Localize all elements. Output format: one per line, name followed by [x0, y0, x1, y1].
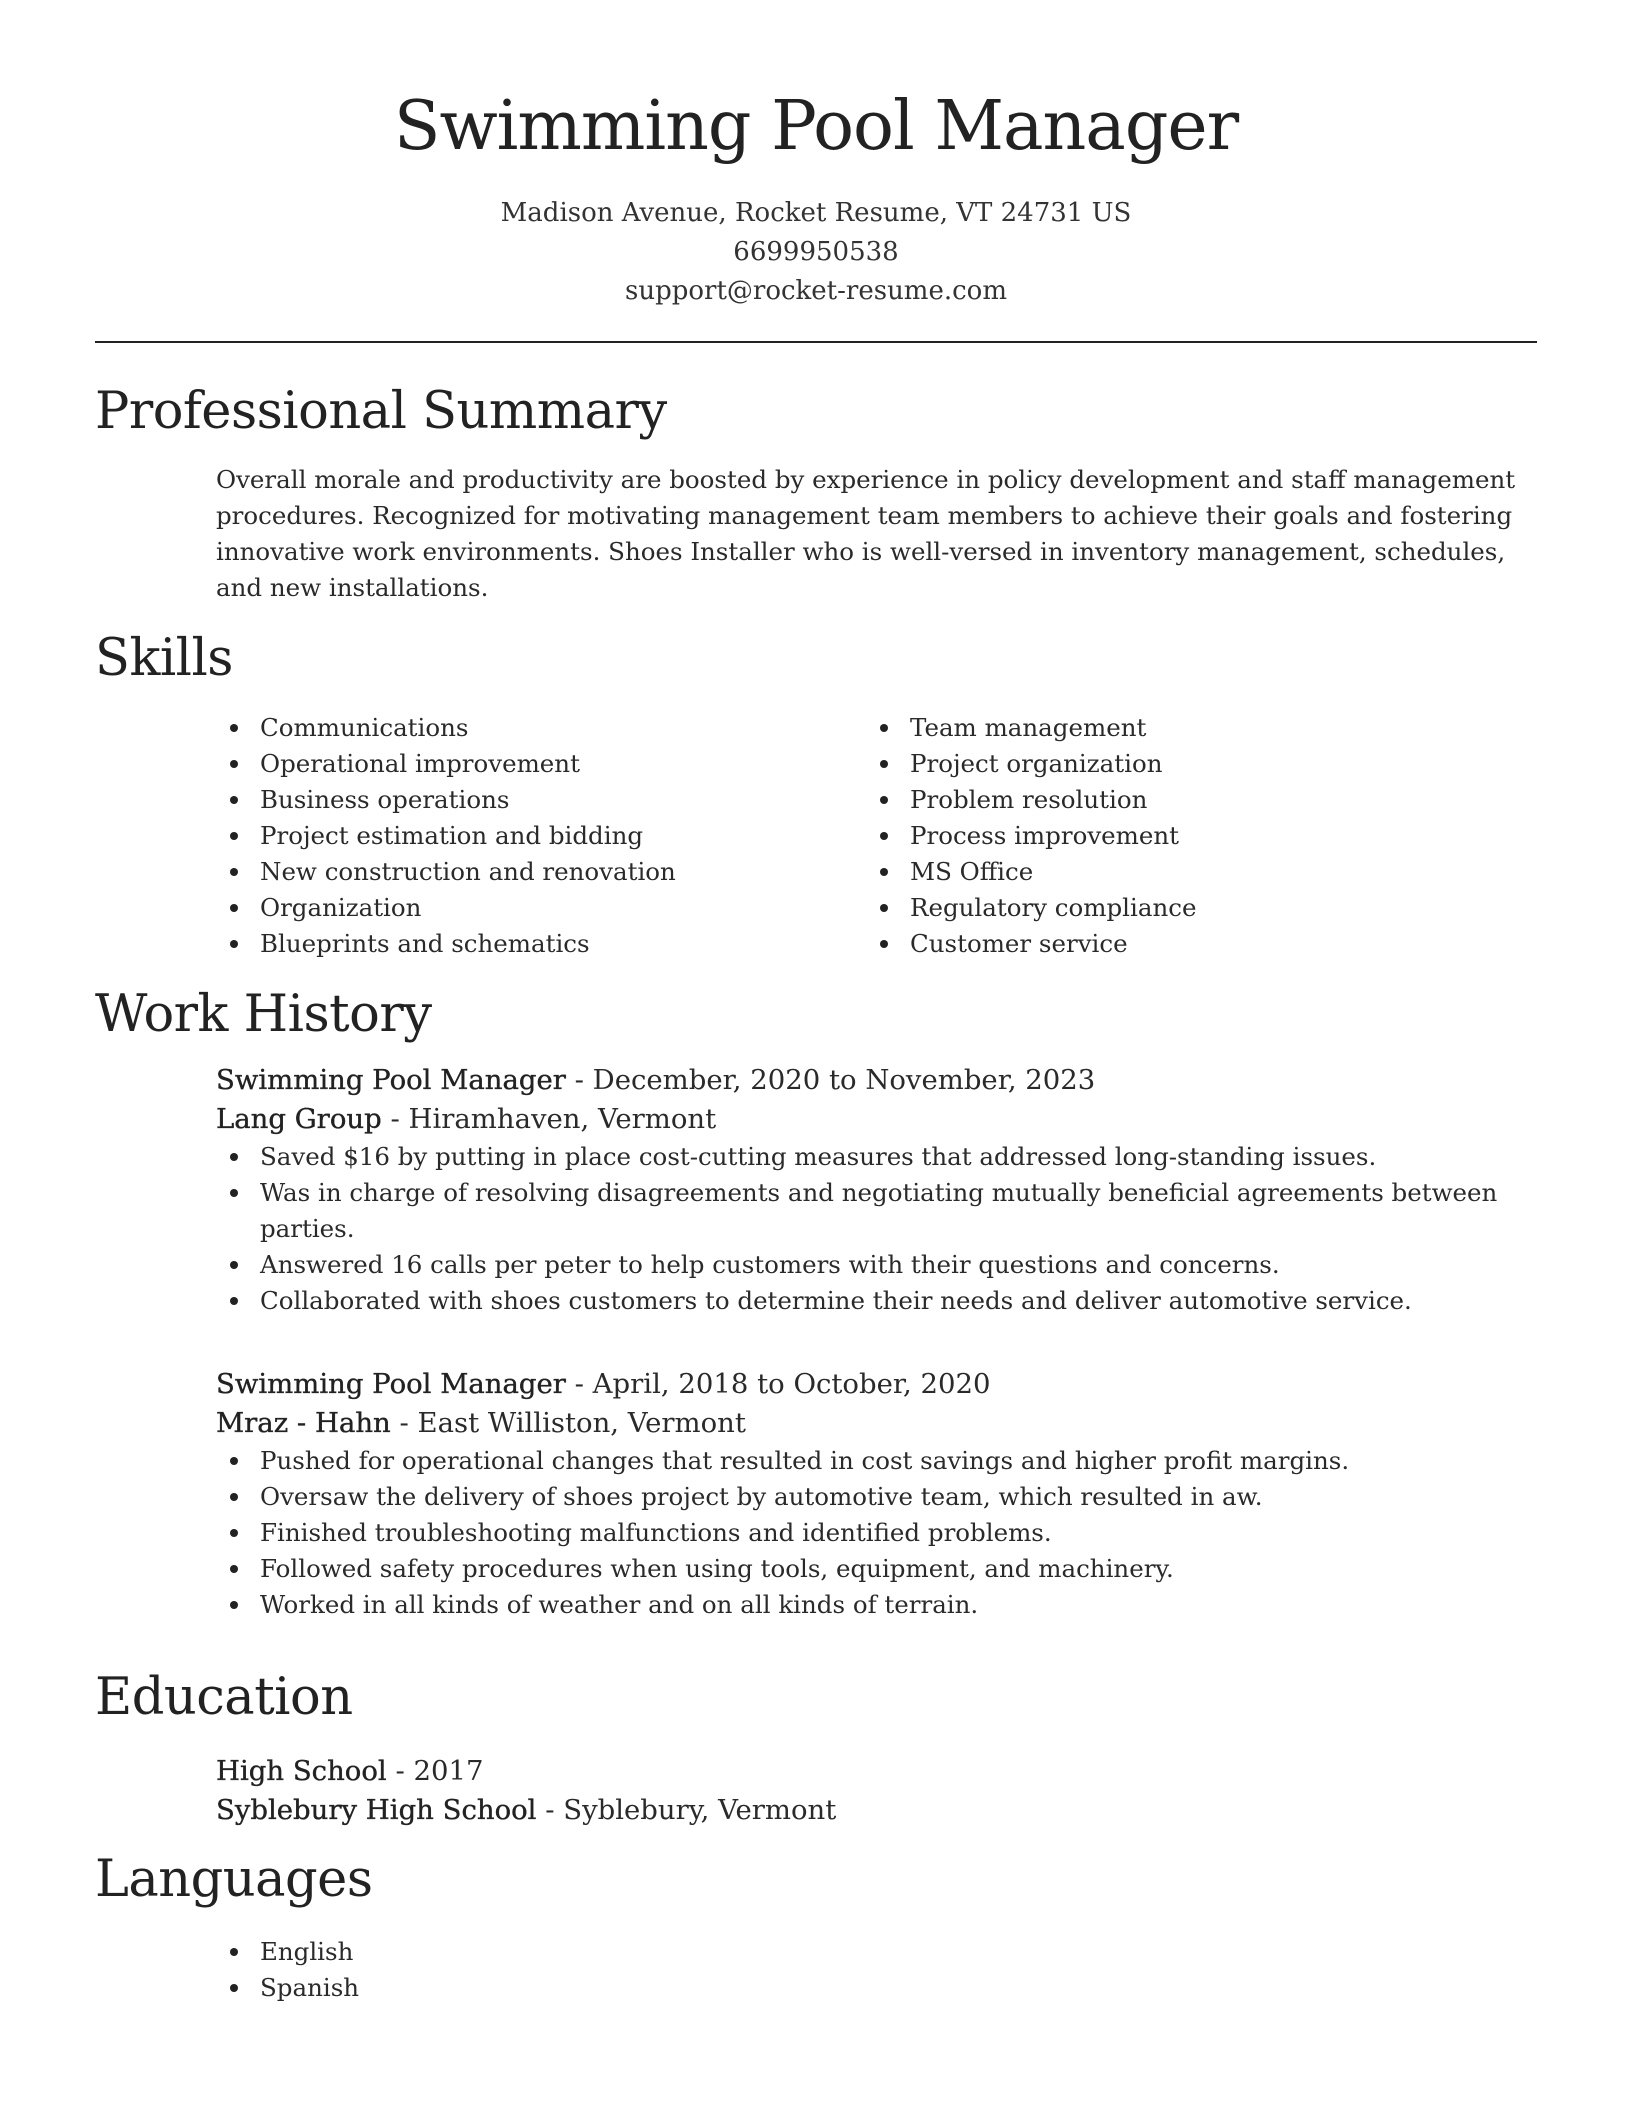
education-degree: High School	[216, 1755, 387, 1787]
job-duty: Oversaw the delivery of shoes project by automotive team, which resulted in aw.	[216, 1479, 1516, 1515]
job-duties-list	[216, 1443, 1516, 1623]
languages-list	[216, 1934, 816, 2006]
skills-list-right	[866, 710, 1486, 962]
education-location: - Syblebury, Vermont	[536, 1794, 837, 1826]
job-role: Swimming Pool Manager	[216, 1064, 566, 1096]
skill-item: Process improvement	[866, 818, 1486, 854]
work-history-heading: Work History	[95, 985, 432, 1044]
skill-item: Team management	[866, 710, 1486, 746]
job-duty: Was in charge of resolving disagreements and negotiating mutually beneficial agreements between parties.	[216, 1175, 1516, 1247]
job-location: - Hiramhaven, Vermont	[381, 1103, 717, 1135]
skills-heading: Skills	[95, 629, 233, 688]
skill-item: Operational improvement	[216, 746, 836, 782]
job-duty: Collaborated with shoes customers to determine their needs and deliver automotive service.	[216, 1283, 1516, 1319]
education-degree-line	[216, 1752, 1516, 1791]
job-company: Mraz - Hahn	[216, 1407, 391, 1439]
skill-item: Problem resolution	[866, 782, 1486, 818]
job-company-line	[216, 1404, 1516, 1443]
contact-info	[0, 194, 1632, 311]
job-duty: Followed safety procedures when using tools, equipment, and machinery.	[216, 1551, 1516, 1587]
job-title-line	[216, 1061, 1516, 1100]
skill-item: Business operations	[216, 782, 836, 818]
skill-item: Organization	[216, 890, 836, 926]
skill-item: New construction and renovation	[216, 854, 836, 890]
skill-item: Communications	[216, 710, 836, 746]
education-heading: Education	[95, 1668, 353, 1727]
job-entry	[216, 1365, 1516, 1623]
contact-email: support@rocket-resume.com	[624, 276, 1007, 306]
education-year: - 2017	[386, 1755, 484, 1787]
job-title-line	[216, 1365, 1516, 1404]
contact-phone: 6699950538	[733, 237, 899, 267]
education-school-line	[216, 1791, 1516, 1830]
job-role: Swimming Pool Manager	[216, 1368, 566, 1400]
language-item: English	[216, 1934, 816, 1970]
header-divider	[95, 341, 1537, 343]
skill-item: Customer service	[866, 926, 1486, 962]
skill-item: Blueprints and schematics	[216, 926, 836, 962]
education-entry	[216, 1752, 1516, 1830]
resume-header	[0, 82, 1632, 311]
job-location: - East Williston, Vermont	[390, 1407, 746, 1439]
contact-address: Madison Avenue, Rocket Resume, VT 24731 US	[500, 198, 1132, 228]
job-duty: Answered 16 calls per peter to help customers with their questions and concerns.	[216, 1247, 1516, 1283]
job-dates: - April, 2018 to October, 2020	[565, 1368, 991, 1400]
job-duty: Worked in all kinds of weather and on all kinds of terrain.	[216, 1587, 1516, 1623]
summary-text: Overall morale and productivity are boosted by experience in policy development and staff management procedures. Recognized for motivating management team members to achieve their goals and fostering innovative work environments. Shoes Installer who is well-versed in inventory management, schedules, and new installations.	[216, 465, 1516, 602]
job-dates: - December, 2020 to November, 2023	[565, 1064, 1096, 1096]
education-school: Syblebury High School	[216, 1794, 537, 1826]
skill-item: Regulatory compliance	[866, 890, 1486, 926]
job-duty: Saved $16 by putting in place cost-cutting measures that addressed long-standing issues.	[216, 1139, 1516, 1175]
job-company-line	[216, 1100, 1516, 1139]
skill-item: Project estimation and bidding	[216, 818, 836, 854]
skills-list-left	[216, 710, 836, 962]
job-company: Lang Group	[216, 1103, 382, 1135]
job-duty: Pushed for operational changes that resulted in cost savings and higher profit margins.	[216, 1443, 1516, 1479]
summary-heading: Professional Summary	[95, 382, 667, 441]
job-entry	[216, 1061, 1516, 1319]
skill-item: Project organization	[866, 746, 1486, 782]
job-duties-list	[216, 1139, 1516, 1319]
languages-heading: Languages	[95, 1850, 373, 1909]
candidate-name: Swimming Pool Manager	[393, 87, 1239, 166]
skill-item: MS Office	[866, 854, 1486, 890]
language-item: Spanish	[216, 1970, 816, 2006]
job-duty: Finished troubleshooting malfunctions and identified problems.	[216, 1515, 1516, 1551]
